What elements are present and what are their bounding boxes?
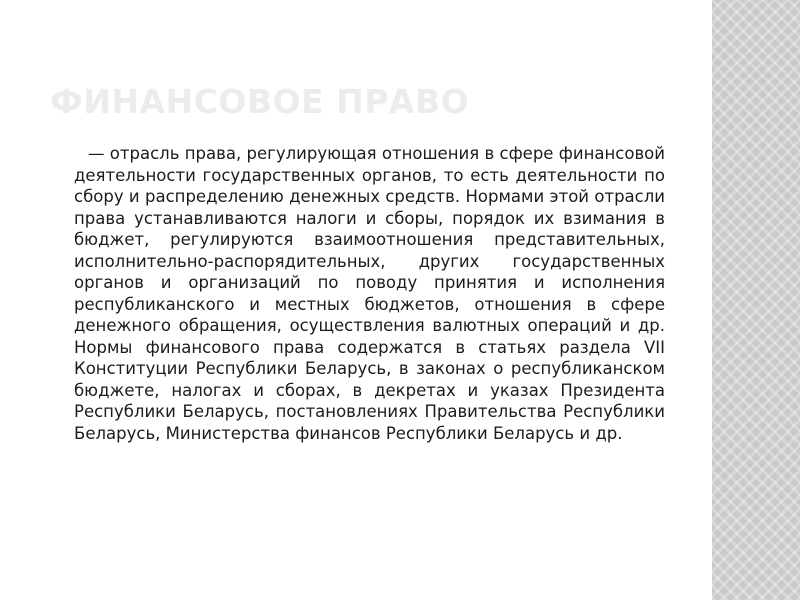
- slide-title: ФИНАНСОВОЕ ПРАВО: [50, 82, 470, 121]
- decorative-side-panel: [712, 0, 800, 600]
- slide-body-text: — отрасль права, регулирующая отношения в сфере финансовой деятельности государственных органов, то есть деятельности по сбору и распределению денежных средств. Нормами этой отрасли права устанавливаются налоги и сборы, порядок их взимания в бюджет, регулируются взаимоотношения представительных, исполнительно-распорядительных, других государственных органов и организаций по поводу принятия и исполнения республиканского и местных бюджетов, отношения в сфере денежного обращения, осуществления валютных операций и др. Нормы финансового права содержатся в статьях раздела VII Конституции Республики Беларусь, в законах о республиканском бюджете, налогах и сборах, в декретах и указах Президента Республики Беларусь, постановлениях Правительства Республики Беларусь, Министерства финансов Республики Беларусь и др.: [74, 144, 665, 443]
